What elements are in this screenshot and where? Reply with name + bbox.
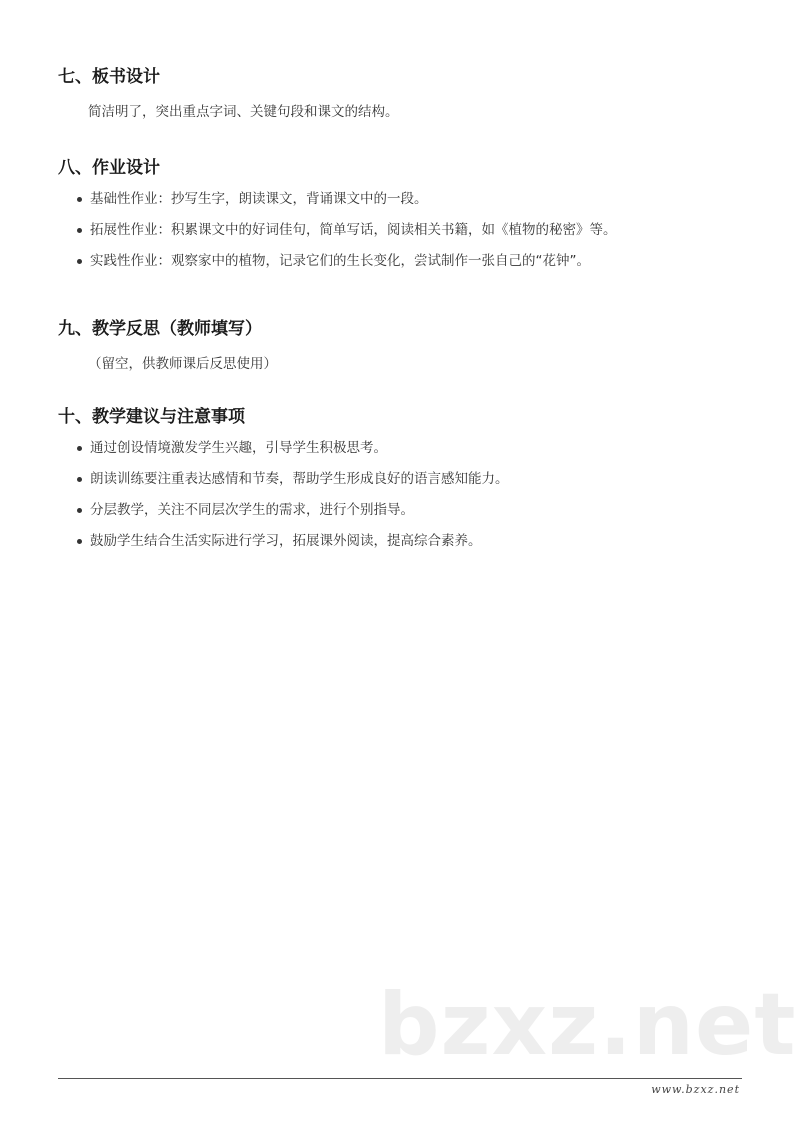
list-item-text: 实践性作业：观察家中的植物，记录它们的生长变化，尝试制作一张自己的“花钟”。 — [90, 253, 590, 269]
section-title: 十、教学建议与注意事项 — [58, 407, 245, 427]
list-item-text: 鼓励学生结合生活实际进行学习，拓展课外阅读，提高综合素养。 — [90, 533, 482, 549]
list-item — [58, 438, 758, 458]
list-item-text: 通过创设情境激发学生兴趣，引导学生积极思考。 — [90, 440, 387, 456]
bullet-icon — [77, 228, 82, 233]
bullet-list — [58, 189, 758, 271]
list-item-text: 基础性作业：抄写生字，朗读课文，背诵课文中的一段。 — [90, 191, 428, 207]
section-title: 九、教学反思（教师填写） — [58, 319, 262, 339]
list-item — [58, 189, 758, 209]
list-item-text: 分层教学，关注不同层次学生的需求，进行个别指导。 — [90, 502, 414, 518]
list-item — [58, 531, 758, 551]
watermark: bzxz.net — [378, 975, 797, 1075]
section-title: 七、板书设计 — [58, 67, 160, 87]
section-board-design — [58, 66, 758, 122]
section-teaching-reflection — [58, 318, 758, 374]
bullet-icon — [77, 197, 82, 202]
list-item — [58, 251, 758, 271]
list-item-text: 拓展性作业：积累课文中的好词佳句，简单写话，阅读相关书籍，如《植物的秘密》等。 — [90, 222, 617, 238]
footer-divider — [58, 1078, 742, 1079]
footer-url[interactable]: www.bzxz.net — [651, 1083, 740, 1096]
section-teaching-suggestions — [58, 406, 758, 562]
section-paragraph: （留空，供教师课后反思使用） — [88, 356, 277, 372]
section-paragraph: 简洁明了，突出重点字词、关键句段和课文的结构。 — [88, 104, 399, 120]
bullet-icon — [77, 508, 82, 513]
list-item — [58, 220, 758, 240]
bullet-icon — [77, 446, 82, 451]
list-item — [58, 469, 758, 489]
section-homework-design — [58, 157, 758, 282]
bullet-icon — [77, 539, 82, 544]
list-item-text: 朗读训练要注重表达感情和节奏，帮助学生形成良好的语言感知能力。 — [90, 471, 509, 487]
list-item — [58, 500, 758, 520]
bullet-icon — [77, 477, 82, 482]
bullet-icon — [77, 259, 82, 264]
bullet-list — [58, 438, 758, 551]
section-title: 八、作业设计 — [58, 158, 160, 178]
